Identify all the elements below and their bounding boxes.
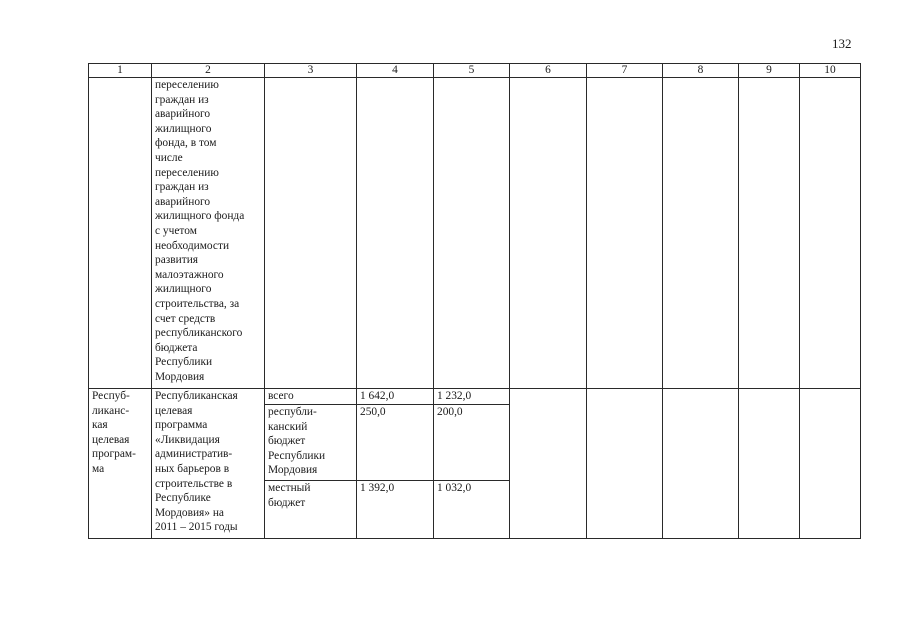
- column-header-6: 6: [510, 64, 587, 78]
- cell-empty: [89, 78, 152, 389]
- funding-source-line: канский: [268, 420, 308, 433]
- value-col4-local: 1 392,0: [357, 481, 434, 539]
- program-name-line: административ-: [155, 448, 233, 461]
- program-type-text: [92, 389, 148, 477]
- column-header-7: 7: [587, 64, 663, 78]
- column-number-row: [89, 64, 861, 78]
- continuation-text-line: жилищного: [155, 122, 212, 135]
- funding-source-line: республи-: [268, 406, 317, 418]
- continuation-row: [89, 78, 861, 389]
- continuation-text: [155, 78, 261, 384]
- funding-source-cell: [265, 481, 357, 539]
- budget-table: [88, 63, 861, 539]
- column-header-5: 5: [434, 64, 510, 78]
- column-header-8: 8: [663, 64, 739, 78]
- funding-source-line: всего: [268, 390, 294, 402]
- program-row-total: [89, 389, 861, 405]
- program-name-line: 2011 – 2015 годы: [155, 521, 238, 534]
- continuation-text-line: строительства, за: [155, 297, 240, 310]
- continuation-text-line: переселению: [155, 166, 219, 179]
- cell-empty: [739, 78, 800, 389]
- continuation-description: [152, 78, 265, 389]
- funding-source-cell: [265, 389, 357, 405]
- program-type-line: ликанс-: [92, 404, 130, 417]
- program-name-line: строительстве в: [155, 477, 233, 490]
- column-header-1: 1: [89, 64, 152, 78]
- program-name-line: Мордовия» на: [155, 506, 224, 519]
- continuation-text-line: малоэтажного: [155, 268, 224, 281]
- continuation-text-line: жилищного фонда: [155, 210, 245, 223]
- column-header-2: 2: [152, 64, 265, 78]
- page-number: 132: [832, 36, 852, 51]
- funding-source-republic: [268, 405, 353, 478]
- continuation-text-line: жилищного: [155, 283, 212, 296]
- program-name-cell: [152, 389, 265, 539]
- cell-empty: [510, 389, 587, 539]
- cell-empty: [510, 78, 587, 389]
- cell-empty: [800, 389, 861, 539]
- program-type-cell: [89, 389, 152, 539]
- program-name-line: Республике: [155, 492, 211, 505]
- continuation-text-line: числе: [155, 151, 183, 164]
- program-type-line: Респуб-: [92, 390, 130, 402]
- funding-source-line: бюджет: [268, 435, 306, 448]
- program-name-line: Республиканская: [155, 390, 238, 402]
- funding-source-cell: [265, 405, 357, 481]
- value-col5-local: 1 032,0: [434, 481, 510, 539]
- funding-source-line: Мордовия: [268, 464, 318, 477]
- program-name-line: ных барьеров в: [155, 462, 230, 475]
- value-col4-republic: 250,0: [357, 405, 434, 481]
- continuation-text-line: граждан из: [155, 181, 209, 194]
- value-col5-total: 1 232,0: [434, 389, 510, 405]
- column-header-3: 3: [265, 64, 357, 78]
- continuation-text-line: аварийного: [155, 108, 211, 121]
- program-type-line: кая: [92, 419, 108, 432]
- continuation-text-line: аварийного: [155, 195, 211, 208]
- funding-source-line: бюджет: [268, 496, 306, 509]
- cell-empty: [663, 78, 739, 389]
- column-header-9: 9: [739, 64, 800, 78]
- continuation-text-line: переселению: [155, 79, 219, 91]
- cell-empty: [800, 78, 861, 389]
- continuation-text-line: республиканского: [155, 327, 243, 340]
- program-name-line: программа: [155, 419, 208, 432]
- continuation-text-line: развития: [155, 254, 199, 267]
- value-col4-total: 1 642,0: [357, 389, 434, 405]
- program-name-line: «Ликвидация: [155, 433, 220, 446]
- cell-empty: [663, 389, 739, 539]
- cell-empty: [357, 78, 434, 389]
- continuation-text-line: необходимости: [155, 239, 230, 252]
- cell-empty: [587, 78, 663, 389]
- continuation-text-line: Республики: [155, 356, 213, 369]
- cell-empty: [434, 78, 510, 389]
- column-header-4: 4: [357, 64, 434, 78]
- continuation-text-line: бюджета: [155, 341, 198, 354]
- cell-empty: [587, 389, 663, 539]
- program-name-text: [155, 389, 261, 535]
- cell-empty: [739, 389, 800, 539]
- funding-source-line: Республики: [268, 449, 326, 462]
- funding-source-line: местный: [268, 482, 311, 494]
- continuation-text-line: с учетом: [155, 224, 197, 237]
- program-type-line: програм-: [92, 448, 136, 461]
- continuation-text-line: фонда, в том: [155, 137, 217, 150]
- continuation-text-line: Мордовия: [155, 370, 205, 383]
- funding-source-total: [268, 389, 353, 404]
- value-col5-republic: 200,0: [434, 405, 510, 481]
- column-header-10: 10: [800, 64, 861, 78]
- cell-empty: [265, 78, 357, 389]
- program-name-line: целевая: [155, 404, 193, 417]
- funding-source-local: [268, 481, 353, 510]
- continuation-text-line: граждан из: [155, 93, 209, 106]
- program-type-line: ма: [92, 462, 105, 475]
- program-type-line: целевая: [92, 433, 130, 446]
- continuation-text-line: счет средств: [155, 312, 216, 325]
